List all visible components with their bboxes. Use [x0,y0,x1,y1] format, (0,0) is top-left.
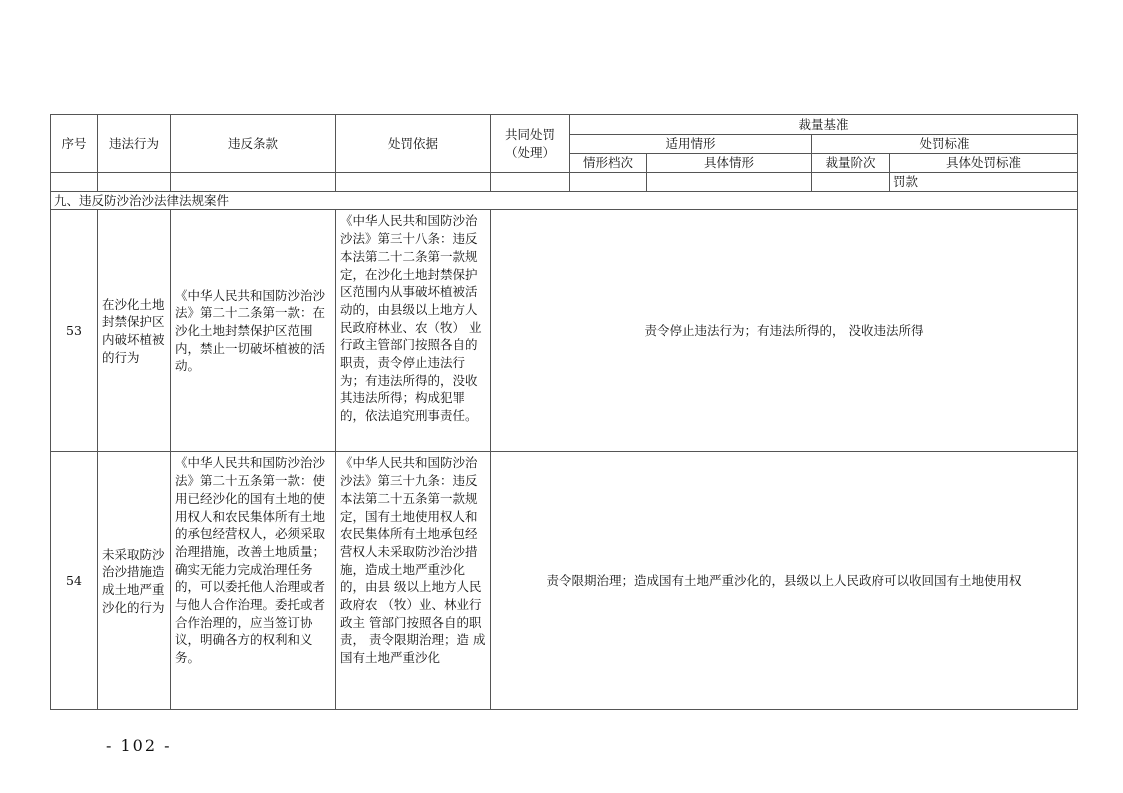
penalty-table [50,114,1078,710]
row-seq: 54 [51,452,98,710]
header-violated-clause: 违反条款 [171,115,336,173]
row-violated-clause: 《中华人民共和国防沙治沙法》第二十五条第一款：使用已经沙化的国有土地的使用权人和农民集体所有土地的承包经营权人，必须采取治理措施，改善土地质量；确实无能力完成治理任务的，可以委托他人治理或者与他人合作治理。委托或者合作治理的，应当签订协议，明确各方的权利和义务。 [171,452,336,710]
header-level: 情形档次 [570,154,647,173]
table-row [51,210,1078,452]
header-discretion: 裁量基准 [570,115,1078,135]
row-behavior: 在沙化土地封禁保护区内破坏植被的行为 [98,210,171,452]
header-standard: 处罚标准 [812,135,1078,154]
header-joint-penalty [491,115,570,173]
row-joint-penalty: 责令停止违法行为；有违法所得的， 没收违法所得 [491,210,1078,452]
row-seq: 53 [51,210,98,452]
header-joint-line2: （处理） [504,144,555,160]
header-behavior: 违法行为 [98,115,171,173]
row-behavior: 未采取防沙治沙措施造成土地严重沙化的行为 [98,452,171,710]
row-basis: 《中华人民共和国防沙治沙法》第三十九条：违反本法第二十五条第一款规定，国有土地使用权人和农民集体所有土地承包经营权人未采取防沙治沙措施，造成土地严重沙化的，由县 级以上地方人民政府农 （牧）业、林业行政主 管部门按照各自的职 责， 责令限期治理；造 成国有土地严重沙化 [336,452,491,710]
section-title: 九、违反防沙治沙法律法规案件 [51,191,1078,210]
header-specific: 具体情形 [647,154,812,173]
header-joint-line1: 共同处罚 [504,126,555,142]
row-violated-clause: 《中华人民共和国防沙治沙法》第二十二条第一款：在沙化土地封禁保护区范围内，禁止一切破坏植被的活动。 [171,210,336,452]
carryover-row [51,173,1078,192]
carryover-text: 罚款 [890,173,1078,192]
row-joint-penalty: 责令限期治理；造成国有土地严重沙化的，县级以上人民政府可以收回国有土地使用权 [491,452,1078,710]
table-row [51,452,1078,710]
header-applicable: 适用情形 [570,135,812,154]
row-basis: 《中华人民共和国防沙治沙法》第三十八条：违反本法第二十二条第一款规定，在沙化土地封禁保护区范围内从事破坏植被活动的，由县级以上地方人民政府林业、农（牧） 业行政主管部门按照各自的职责，责令停止违法行为；有违法所得的，没收其违法所得；构成犯罪的，依法追究刑事责任。 [336,210,491,452]
section-row [51,191,1078,210]
header-specific-standard: 具体处罚标准 [890,154,1078,173]
header-seq: 序号 [51,115,98,173]
page-number: - 102 - [106,736,172,755]
header-stage: 裁量阶次 [812,154,890,173]
header-basis: 处罚依据 [336,115,491,173]
